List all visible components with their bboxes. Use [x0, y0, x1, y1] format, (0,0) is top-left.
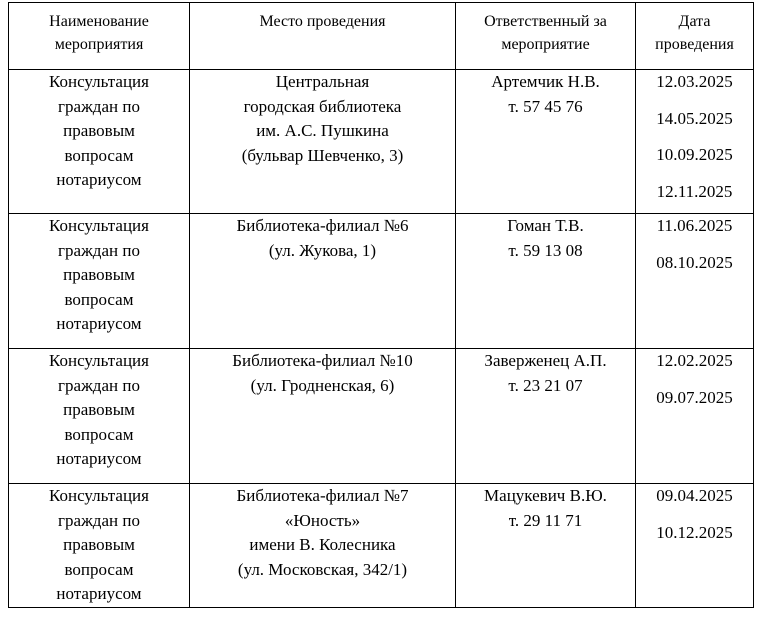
header-date: Дата проведения	[636, 3, 754, 70]
event-name-cell: Консультация граждан по правовым вопросам нотариусом	[9, 349, 190, 484]
responsible-cell: Заверженец А.П. т. 23 21 07	[456, 349, 636, 484]
place-cell: Библиотека-филиал №6 (ул. Жукова, 1)	[190, 214, 456, 349]
event-name-cell: Консультация граждан по правовым вопросам нотариусом	[9, 70, 190, 214]
table-row	[9, 484, 754, 608]
dates-cell: 12.02.2025 09.07.2025	[636, 349, 754, 484]
dates-cell: 09.04.2025 10.12.2025	[636, 484, 754, 608]
dates-cell: 12.03.2025 14.05.2025 10.09.2025 12.11.2025	[636, 70, 754, 214]
events-table	[8, 2, 754, 608]
table-row	[9, 70, 754, 214]
place-cell: Центральная городская библиотека им. А.С. Пушкина (бульвар Шевченко, 3)	[190, 70, 456, 214]
responsible-cell: Мацукевич В.Ю. т. 29 11 71	[456, 484, 636, 608]
event-name-cell: Консультация граждан по правовым вопросам нотариусом	[9, 484, 190, 608]
responsible-cell: Артемчик Н.В. т. 57 45 76	[456, 70, 636, 214]
header-place: Место проведения	[190, 3, 456, 70]
responsible-cell: Гоман Т.В. т. 59 13 08	[456, 214, 636, 349]
dates-cell: 11.06.2025 08.10.2025	[636, 214, 754, 349]
table-row	[9, 214, 754, 349]
header-event-name: Наименование мероприятия	[9, 3, 190, 70]
place-cell: Библиотека-филиал №10 (ул. Гродненская, 6)	[190, 349, 456, 484]
event-name-cell: Консультация граждан по правовым вопросам нотариусом	[9, 214, 190, 349]
table-row	[9, 349, 754, 484]
header-responsible: Ответственный за мероприятие	[456, 3, 636, 70]
header-row	[9, 3, 754, 70]
place-cell: Библиотека-филиал №7 «Юность» имени В. Колесника (ул. Московская, 342/1)	[190, 484, 456, 608]
